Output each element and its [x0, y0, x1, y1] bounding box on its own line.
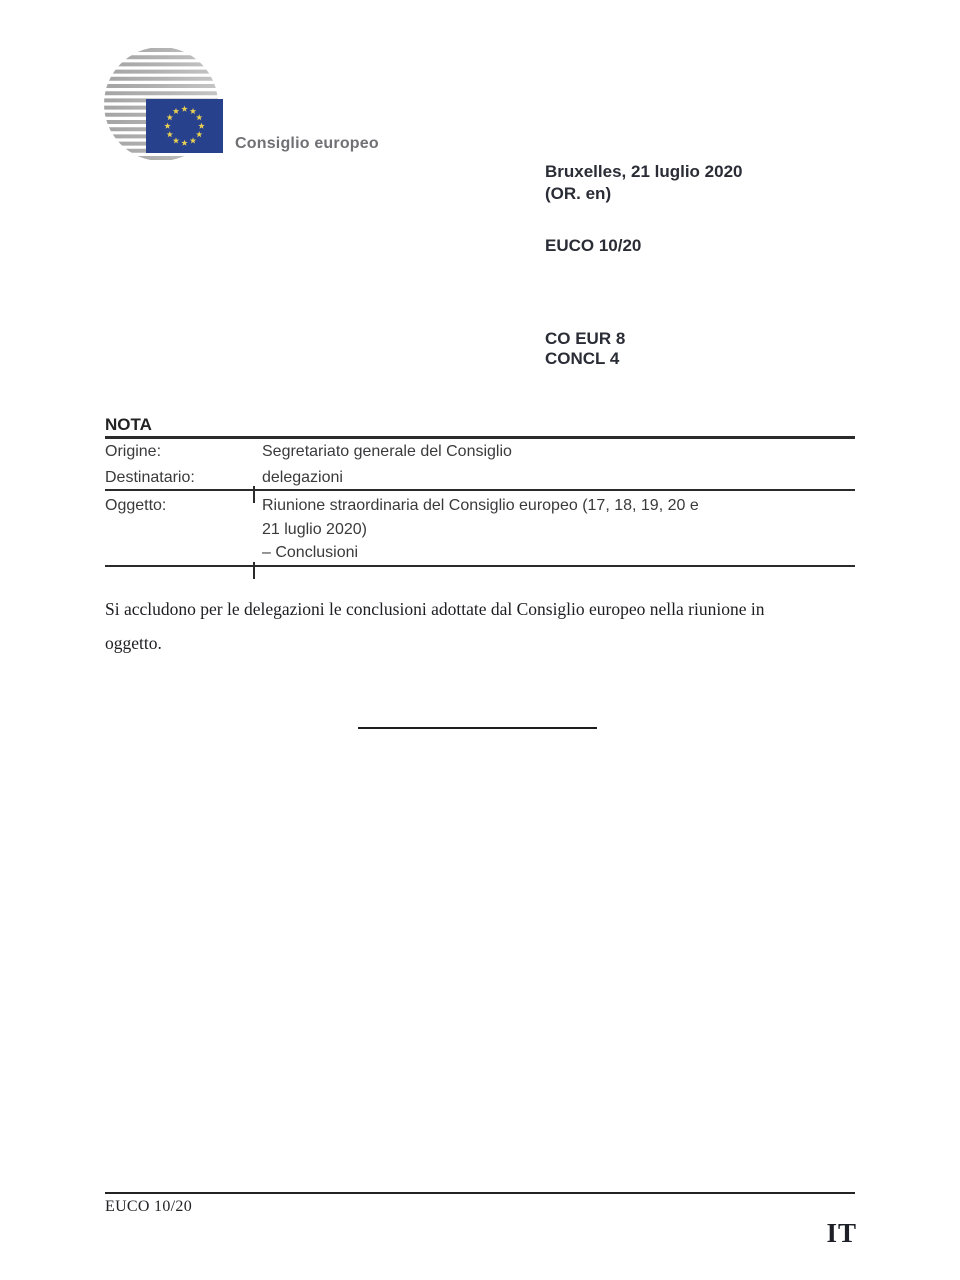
row-value-oggetto-line2: 21 luglio 2020)	[262, 521, 367, 538]
body-line-1: Si accludono per le delegazioni le conclusioni adottate dal Consiglio europeo nella riunione in	[105, 599, 765, 619]
row-label-destinatario: Destinatario:	[105, 469, 195, 486]
row-value-oggetto-line1: Riunione straordinaria del Consiglio europeo (17, 18, 19, 20 e	[262, 497, 699, 514]
table-bottom-rule	[105, 565, 855, 567]
ref-co-eur: CO EUR 8	[545, 329, 626, 348]
footer-rule	[105, 1192, 855, 1194]
date-line: Bruxelles, 21 luglio 2020	[545, 162, 743, 181]
row-value-origine: Segretariato generale del Consiglio	[262, 443, 512, 460]
eu-flag-icon	[146, 99, 223, 153]
body-line-2: oggetto.	[105, 633, 162, 653]
row-value-oggetto-line3: – Conclusioni	[262, 544, 359, 561]
footer-document-number: EUCO 10/20	[105, 1198, 192, 1215]
row-label-oggetto: Oggetto:	[105, 497, 167, 514]
ref-concl: CONCL 4	[545, 349, 620, 368]
body-paragraph	[105, 592, 865, 660]
section-separator-line	[358, 727, 597, 729]
row-value-destinatario: delegazioni	[262, 469, 343, 486]
table-column-divider-tick	[253, 486, 255, 503]
org-name-label: Consiglio europeo	[235, 135, 379, 152]
language-code-badge: IT	[826, 1218, 857, 1248]
table-column-divider-tick	[253, 562, 255, 579]
table-top-rule	[105, 436, 855, 439]
original-language-line: (OR. en)	[545, 184, 612, 203]
table-mid-rule	[105, 489, 855, 491]
nota-heading: NOTA	[105, 415, 152, 434]
row-label-origine: Origine:	[105, 443, 162, 460]
document-number: EUCO 10/20	[545, 236, 642, 255]
